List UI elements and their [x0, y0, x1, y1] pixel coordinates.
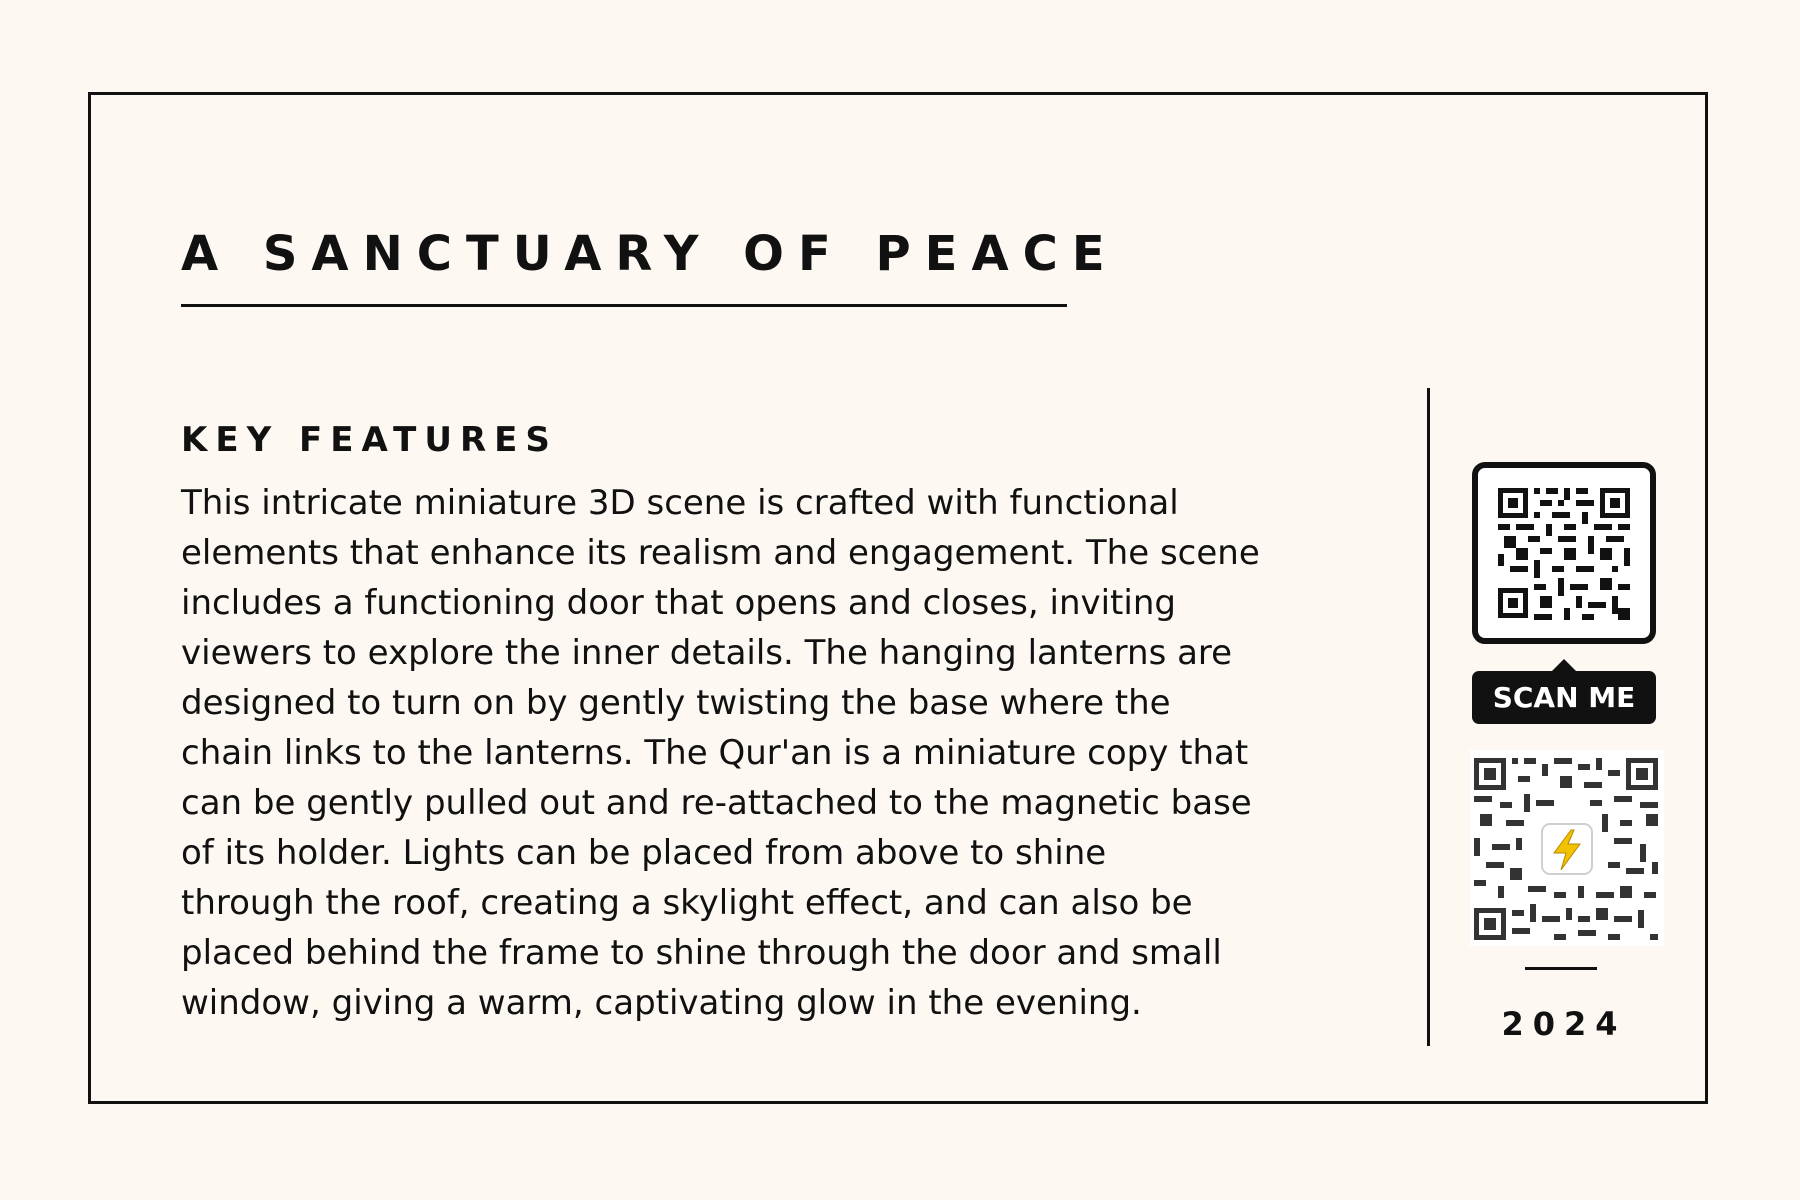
description-line: can be gently pulled out and re-attached to the magnetic base: [181, 783, 1252, 823]
description-line: chain links to the lanterns. The Qur'an is a miniature copy that: [181, 733, 1249, 773]
year-divider: [1525, 967, 1597, 970]
qr-code-icon[interactable]: [1470, 750, 1664, 946]
description-line: of its holder. Lights can be placed from above to shine: [181, 833, 1107, 873]
description-line: through the roof, creating a skylight effect, and can also be: [181, 883, 1193, 923]
title-underline: [181, 304, 1067, 307]
description-line: includes a functioning door that opens and closes, inviting: [181, 583, 1176, 623]
description-line: viewers to explore the inner details. The hanging lanterns are: [181, 633, 1233, 673]
key-features-description: [181, 478, 1321, 1028]
year-label: 2024: [1501, 1005, 1627, 1043]
description-line: elements that enhance its realism and engagement. The scene: [181, 533, 1260, 573]
sidebar-divider: [1427, 388, 1430, 1046]
description-line: designed to turn on by gently twisting the base where the: [181, 683, 1171, 723]
section-heading-key-features: KEY FEATURES: [181, 420, 558, 460]
scan-me-label[interactable]: SCAN ME: [1492, 681, 1636, 714]
description-line: window, giving a warm, captivating glow in the evening.: [181, 983, 1142, 1023]
page-title: A SANCTUARY OF PEACE: [181, 226, 1119, 282]
description-line: This intricate miniature 3D scene is crafted with functional: [181, 483, 1179, 523]
description-line: placed behind the frame to shine through the door and small: [181, 933, 1222, 973]
qr-code-icon[interactable]: [1472, 462, 1656, 644]
